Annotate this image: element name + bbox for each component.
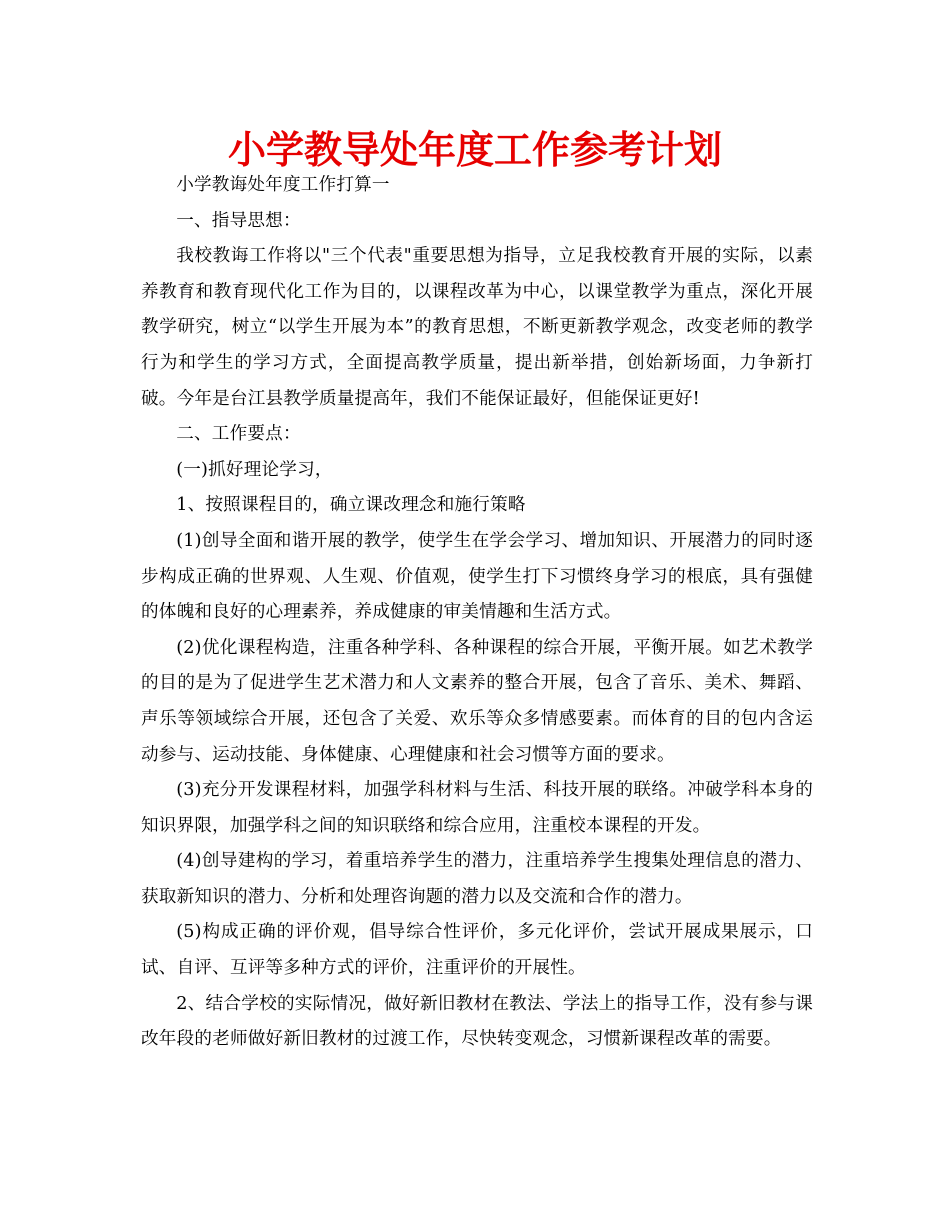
document-body [141, 168, 813, 1058]
paragraph-theory-study: (一)抓好理论学习， [176, 459, 333, 480]
paragraph-guiding-thought-body: 我校教诲工作将以"三个代表"重要思想为指导，立足我校教育开展的实际，以素养教育和教育现代化工作为目的，以课程改革为中心，以课堂教学为重点，深化开展教学研究，树立“以学生开展为本”的教育思想，不断更新教学观念，改变老师的教学行为和学生的学习方式，全面提高教学质量，提出新举措，创始新场面，力争新打破。今年是台江县教学质量提高年，我们不能保证最好，但能保证更好! [141, 246, 813, 409]
paragraph-section-work-points: 二、工作要点： [176, 424, 301, 445]
paragraph-subitem-2: (2)优化课程构造，注重各种学科、各种课程的综合开展，平衡开展。如艺术教学的目的是为了促进学生艺术潜力和人文素养的整合开展，包含了音乐、美术、舞蹈、声乐等领域综合开展，还包含了关爱、欢乐等众多情感要素。而体育的目的包内含运动参与、运动技能、身体健康、心理健康和社会习惯等方面的要求。 [141, 637, 813, 765]
paragraph-subitem-1: (1)创导全面和谐开展的教学，使学生在学会学习、增加知识、开展潜力的同时逐步构成正确的世界观、人生观、价值观，使学生打下习惯终身学习的根底，具有强健的体魄和良好的心理素养，养成健康的审美情趣和生活方式。 [141, 530, 813, 623]
paragraph-section-guiding-thought: 一、指导思想： [176, 210, 301, 231]
paragraph-plan-heading: 小学教诲处年度工作打算一 [176, 175, 390, 195]
paragraph-item-2: 2、结合学校的实际情况，做好新旧教材在教法、学法上的指导工作，没有参与课改年段的老师做好新旧教材的过渡工作，尽快转变观念，习惯新课程改革的需要。 [141, 993, 813, 1050]
paragraph-subitem-5: (5)构成正确的评价观，倡导综合性评价，多元化评价，尝试开展成果展示，口试、自评、互评等多种方式的评价，注重评价的开展性。 [141, 922, 813, 979]
paragraph-subitem-3: (3)充分开发课程材料，加强学科材料与生活、科技开展的联络。冲破学科本身的知识界限，加强学科之间的知识联络和综合应用，注重校本课程的开发。 [141, 780, 813, 836]
document-title: 小学教导处年度工作参考计划 [227, 127, 722, 172]
paragraph-subitem-4: (4)创导建构的学习，着重培养学生的潜力，注重培养学生搜集处理信息的潜力、获取新知识的潜力、分析和处理咨询题的潜力以及交流和合作的潜力。 [141, 851, 813, 907]
paragraph-item-1: 1、按照课程目的，确立课改理念和施行策略 [176, 495, 526, 516]
